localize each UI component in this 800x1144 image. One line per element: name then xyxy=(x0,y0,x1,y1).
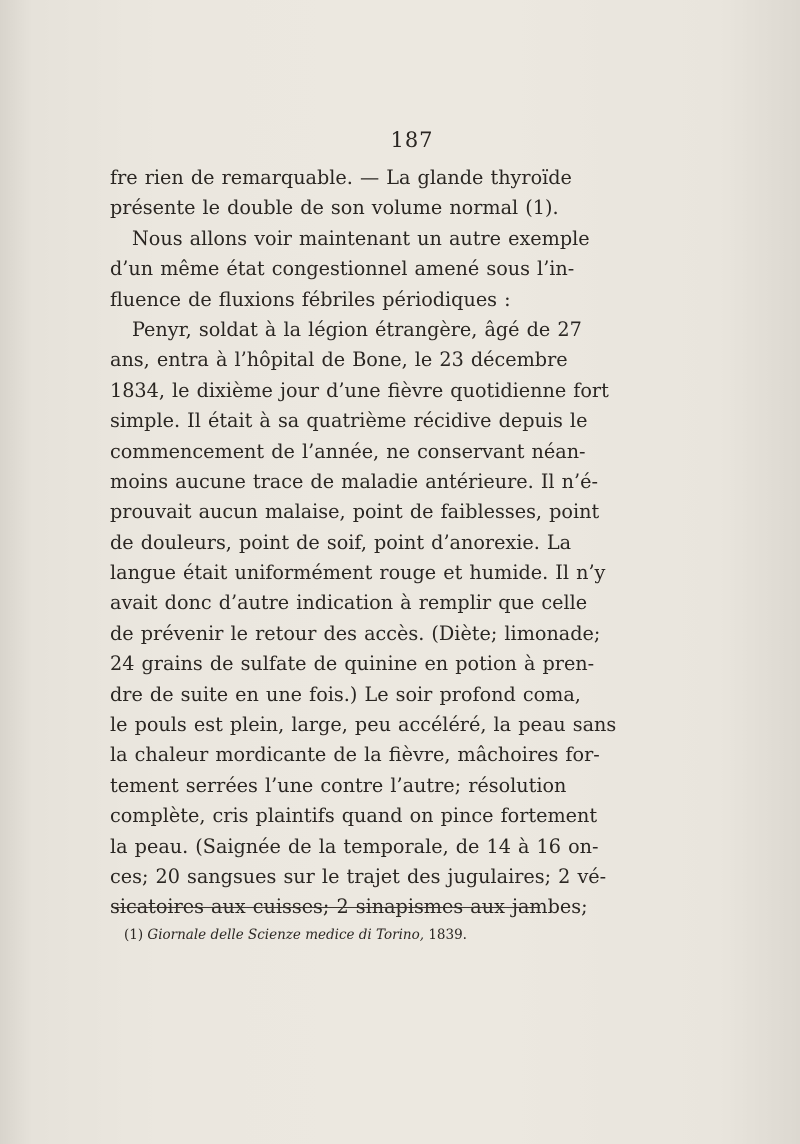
text-line: d’un même état congestionnel amené sous l’in- xyxy=(110,257,575,281)
text-line: avait donc d’autre indication à remplir que celle xyxy=(110,591,588,615)
text-line: tement serrées l’une contre l’autre; résolution xyxy=(110,773,567,797)
page-number: 187 xyxy=(390,128,434,152)
text-line: simple. Il était à sa quatrième récidive depuis le xyxy=(110,409,588,433)
text-line: dre de suite en une fois.) Le soir profond coma, xyxy=(110,682,581,706)
text-line: Nous allons voir maintenant un autre exemple xyxy=(132,226,590,250)
text-line: de douleurs, point de soif, point d’anorexie. La xyxy=(110,530,572,554)
footnote-divider xyxy=(112,907,540,908)
text-line: 24 grains de sulfate de quinine en potion à pren- xyxy=(110,652,595,676)
footnote-journal-title: Giornale delle Scienze medice di Torino, xyxy=(147,927,425,943)
text-line: ces; 20 sangsues sur le trajet des jugulaires; 2 vé- xyxy=(110,864,607,888)
text-line: fluence de fluxions fébriles périodiques : xyxy=(110,287,511,311)
text-line: commencement de l’année, ne conservant néan- xyxy=(110,439,586,463)
text-line: la peau. (Saignée de la temporale, de 14 à 16 on- xyxy=(110,834,599,858)
footnote-year: 1839. xyxy=(428,927,467,943)
text-line: sicatoires aux cuisses; 2 sinapismes aux jambes; xyxy=(110,895,588,919)
text-line: complète, cris plaintifs quand on pince fortement xyxy=(110,804,598,828)
text-line: fre rien de remarquable. — La glande thyroïde xyxy=(110,166,572,189)
text-line: ans, entra à l’hôpital de Bone, le 23 décembre xyxy=(110,348,568,372)
text-line: Penyr, soldat à la légion étrangère, âgé de 27 xyxy=(132,317,582,341)
body-text xyxy=(110,163,617,923)
text-line: 1834, le dixième jour d’une fièvre quotidienne fort xyxy=(110,378,609,402)
footnote xyxy=(124,927,467,943)
text-line: de prévenir le retour des accès. (Diète; limonade; xyxy=(110,621,601,645)
text-line: le pouls est plein, large, peu accéléré, la peau sans xyxy=(110,713,617,737)
text-line: moins aucune trace de maladie antérieure. Il n’é- xyxy=(110,469,598,493)
text-line: langue était uniformément rouge et humide. Il n’y xyxy=(110,561,606,585)
text-line: prouvait aucun malaise, point de faiblesses, point xyxy=(110,500,600,524)
footnote-marker: (1) xyxy=(124,927,144,943)
text-line: présente le double de son volume normal (1). xyxy=(110,196,559,220)
text-line: la chaleur mordicante de la fièvre, mâchoires for- xyxy=(110,743,600,767)
